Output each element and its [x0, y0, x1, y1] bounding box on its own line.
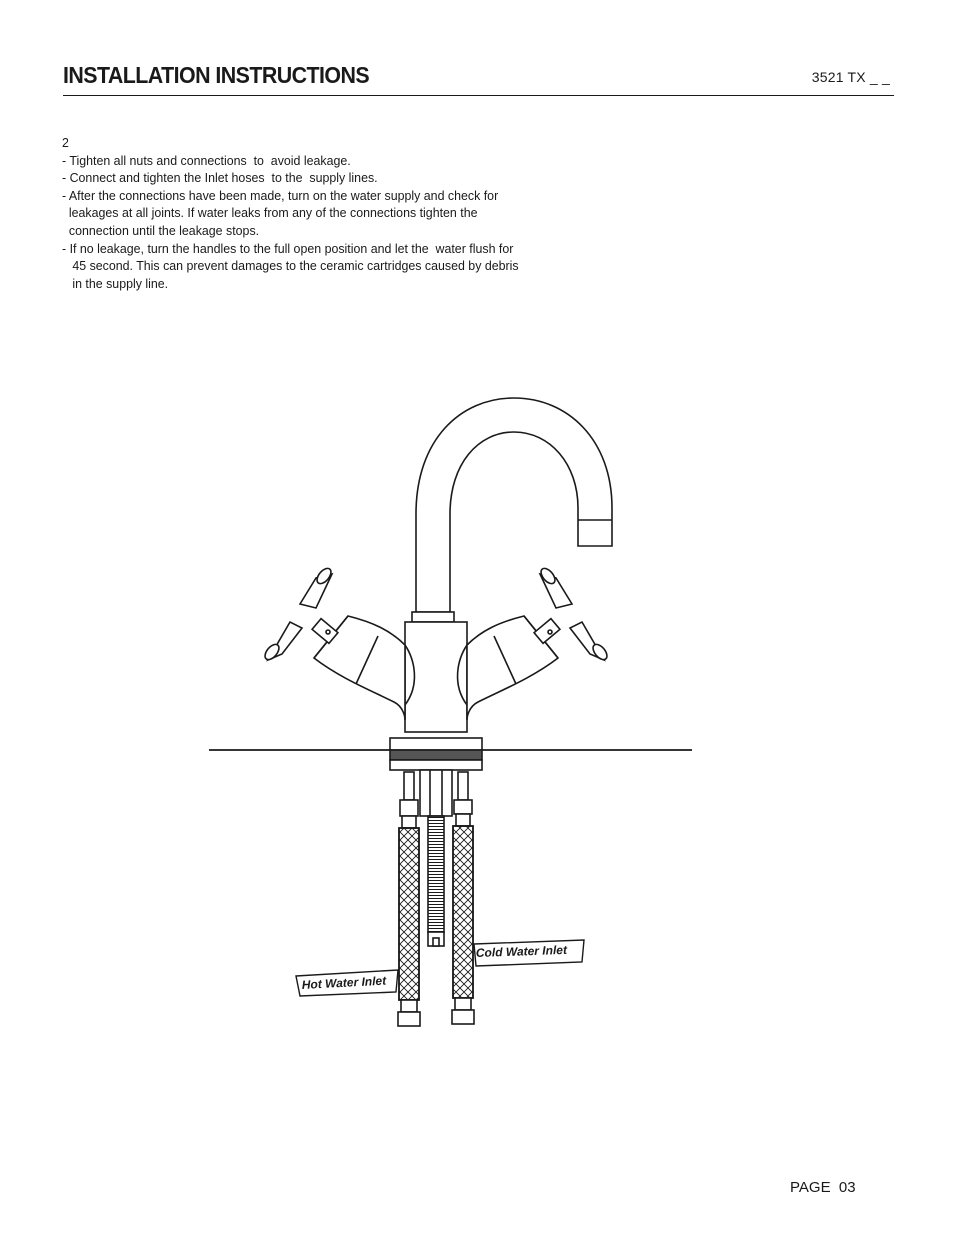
- cold-handle: [458, 566, 610, 720]
- mounting-base: [390, 738, 482, 770]
- step-line: - After the connections have been made, turn on the water supply and check for: [62, 187, 499, 203]
- hot-water-inlet-label: Hot Water Inlet: [301, 973, 387, 992]
- threaded-rod: [420, 770, 452, 946]
- spout: [412, 398, 612, 622]
- page-number: PAGE 03: [790, 1179, 856, 1196]
- step-line: - If no leakage, turn the handles to the full open position and let the water flush for: [62, 240, 514, 256]
- step-line: - Connect and tighten the Inlet hoses to the supply lines.: [62, 170, 378, 186]
- step-number: 2: [62, 135, 69, 150]
- cold-water-inlet-label: Cold Water Inlet: [475, 942, 568, 960]
- page-title: INSTALLATION INSTRUCTIONS: [63, 62, 370, 88]
- hot-handle: [262, 566, 414, 720]
- step-line: in the supply line.: [62, 275, 169, 291]
- cold-hose: [452, 772, 474, 1024]
- step-line: leakages at all joints. If water leaks from any of the connections tighten the: [62, 205, 478, 221]
- hot-hose: [398, 772, 420, 1026]
- step-line: connection until the leakage stops.: [62, 222, 260, 238]
- step-line: - Tighten all nuts and connections to avoid leakage.: [62, 152, 351, 168]
- step-line: 45 second. This can prevent damages to the ceramic cartridges caused by debris: [62, 258, 519, 274]
- model-code: 3521 TX _ _: [811, 69, 890, 85]
